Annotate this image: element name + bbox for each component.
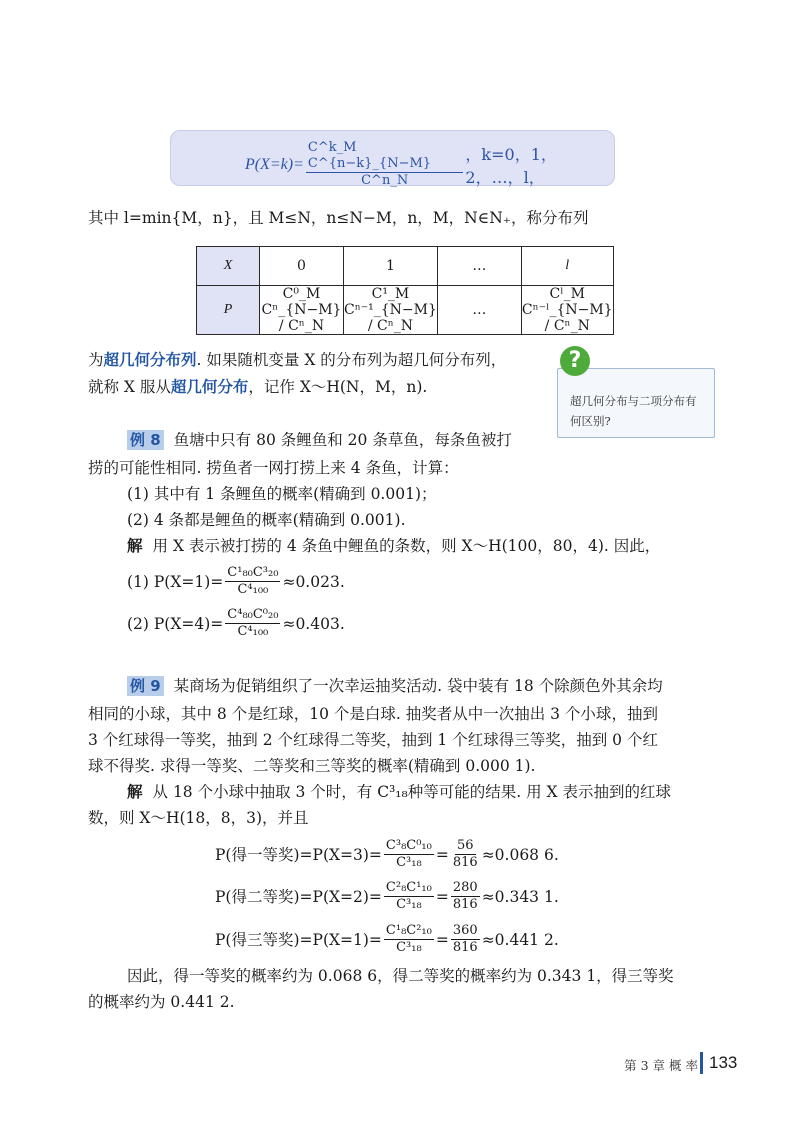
- equation-fraction-value: [451, 880, 480, 913]
- fraction-denominator: 816: [452, 855, 478, 870]
- equation-second-prize: P(得二等奖)=P(X=2)= $\frac{\text{C²₈C¹₁₀}}{\text{C³₁₈}}$ = $\frac{280}{816}$ ≈0.343 1.: [215, 880, 559, 912]
- side-note: [557, 368, 715, 438]
- table-cell: 0: [260, 247, 344, 286]
- fraction-numerator: 56: [457, 838, 474, 853]
- def-text: 就称 X 服从: [88, 378, 171, 396]
- equation-rhs: ≈0.068 6.: [481, 845, 559, 864]
- def-text: . 如果随机变量 X 的分布列为超几何分布列，: [196, 351, 507, 369]
- fraction-numerator: C¹₈C²₁₀: [385, 923, 432, 938]
- table-header-x: X: [197, 247, 260, 286]
- equation-fraction: [384, 838, 434, 871]
- answer-lhs: (1) P(X=1)=: [127, 572, 224, 591]
- example-9-solution: [127, 782, 671, 802]
- table-cell: C⁰_M Cⁿ_{N−M} / Cⁿ_N: [260, 286, 344, 335]
- definition-line-2: [88, 377, 427, 397]
- fraction-denominator: C³₁₈: [396, 940, 422, 955]
- def-text: 为: [88, 351, 104, 369]
- fraction-numerator: 360: [452, 923, 478, 938]
- note-text: 超几何分布与二项分布有何区别?: [570, 394, 697, 428]
- answer-fraction: [225, 607, 280, 640]
- table-row: [197, 286, 614, 335]
- table-row: [197, 247, 614, 286]
- example-9-line-2: 相同的小球，其中 8 个是红球，10 个是白球. 抽奖者从中一次抽出 3 个小球，抽到: [88, 705, 658, 723]
- formula-denominator: C^n_N: [361, 173, 409, 188]
- example-8-question-2: (2) 4 条都是鲤鱼的概率(精确到 0.001).: [127, 511, 406, 529]
- example-9-tag: 例 9: [127, 676, 164, 696]
- def-text: ，记作 X～H(N，M，n).: [248, 378, 428, 396]
- table-cell: 1: [344, 247, 438, 286]
- solution-label: 解: [127, 782, 143, 801]
- conclusion-line-2: 的概率约为 0.441 2.: [88, 993, 235, 1011]
- example-8-solution: [127, 536, 660, 556]
- table-cell: Cˡ_M Cⁿ⁻ˡ_{N−M} / Cⁿ_N: [521, 286, 613, 334]
- equation-fraction: [384, 880, 434, 913]
- keyword-hypergeometric-list: 超几何分布列: [103, 350, 197, 369]
- equation-fraction-value: [451, 838, 480, 871]
- question-icon: ?: [560, 346, 590, 376]
- equation-fraction: [384, 923, 434, 956]
- equation-rhs: ≈0.441 2.: [481, 930, 559, 949]
- table-header-p: P: [197, 286, 260, 335]
- equation-fraction-value: [451, 923, 480, 956]
- equation-first-prize: P(得一等奖)=P(X=3)= $\frac{\text{C³₈C⁰₁₀}}{\text{C³₁₈}}$ = $\frac{56}{816}$ ≈0.068 6.: [215, 838, 559, 870]
- equation-rhs: ≈0.343 1.: [481, 887, 559, 906]
- example-9-line-1: [127, 676, 663, 696]
- solution-label: 解: [127, 536, 143, 555]
- fraction-denominator: 816: [452, 897, 478, 912]
- example-text: 某商场为促销组织了一次幸运抽奖活动. 袋中装有 18 个除颜色外其余均: [173, 677, 663, 695]
- equation-lhs: P(得二等奖)=P(X=2)=: [215, 887, 382, 906]
- fraction-numerator: C⁴₈₀C⁰₂₀: [227, 607, 279, 622]
- answer-lhs: (2) P(X=4)=: [127, 614, 224, 633]
- example-8-line-1: [127, 430, 512, 450]
- fraction-numerator: C¹₈₀C³₂₀: [227, 565, 279, 580]
- answer-rhs: ≈0.403.: [282, 614, 345, 633]
- fraction-denominator: C⁴₁₀₀: [237, 582, 269, 597]
- fraction-denominator: C³₁₈: [396, 897, 422, 912]
- answer-fraction: [225, 565, 280, 598]
- distribution-table: [196, 246, 614, 335]
- solution-text: 用 X 表示被打捞的 4 条鱼中鲤鱼的条数，则 X～H(100，80，4). 因此，: [152, 537, 661, 555]
- answer-rhs: ≈0.023.: [282, 572, 345, 591]
- fraction-denominator: C³₁₈: [396, 855, 422, 870]
- equation-lhs: P(得一等奖)=P(X=3)=: [215, 845, 382, 864]
- table-cell: C¹_M Cⁿ⁻¹_{N−M} / Cⁿ_N: [344, 286, 437, 334]
- formula-lhs: P(X=k)=: [245, 155, 304, 173]
- equation-third-prize: P(得三等奖)=P(X=1)= $\frac{\text{C¹₈C²₁₀}}{\text{C³₁₈}}$ = $\frac{360}{816}$ ≈0.441 2.: [215, 923, 559, 955]
- fraction-denominator: 816: [452, 940, 478, 955]
- formula-numerator: C^k_M C^{n−k}_{N−M}: [306, 140, 464, 173]
- example-8-answer-2: [127, 607, 345, 640]
- example-9-line-4: 球不得奖. 求得一等奖、二等奖和三等奖的概率(精确到 0.000 1).: [88, 757, 536, 775]
- footer-divider: [700, 1052, 703, 1074]
- table-cell: l: [521, 247, 613, 286]
- definition-line-1: [88, 350, 506, 370]
- example-text: 鱼塘中只有 80 条鲤鱼和 20 条草鱼，每条鱼被打: [173, 431, 512, 449]
- solution-text: 从 18 个小球中抽取 3 个时，有 C³₁₈种等可能的结果. 用 X 表示抽到的红球: [152, 783, 671, 801]
- equation-lhs: P(得三等奖)=P(X=1)=: [215, 930, 382, 949]
- example-8-answer-1: [127, 565, 345, 598]
- fraction-numerator: C²₈C¹₁₀: [385, 880, 432, 895]
- formula-fraction: [306, 140, 464, 189]
- fraction-numerator: 280: [452, 880, 478, 895]
- keyword-hypergeometric: 超几何分布: [170, 377, 249, 396]
- example-9-line-3: 3 个红球得一等奖，抽到 2 个红球得二等奖，抽到 1 个红球得三等奖，抽到 0 个红: [88, 731, 658, 749]
- page-number: 133: [709, 1053, 738, 1072]
- hypergeometric-formula: [245, 140, 615, 189]
- example-8-tag: 例 8: [127, 430, 164, 450]
- fraction-denominator: C⁴₁₀₀: [237, 624, 269, 639]
- example-8-question-1: (1) 其中有 1 条鲤鱼的概率(精确到 0.001)；: [127, 485, 437, 503]
- chapter-label: 第 3 章 概 率: [624, 1058, 698, 1073]
- intro-line: 其中 l=min{M，n}，且 M≤N，n≤N−M，n，M，N∈N₊，称分布列: [88, 209, 589, 227]
- table-cell: …: [437, 286, 521, 335]
- formula-rhs: ，k=0，1，2，…，l，: [465, 144, 557, 187]
- example-9-solution-line-2: 数，则 X～H(18，8，3)，并且: [88, 809, 309, 827]
- table-cell: …: [437, 247, 521, 286]
- conclusion-line-1: 因此，得一等奖的概率约为 0.068 6，得二等奖的概率约为 0.343 1，得三等奖: [127, 967, 674, 985]
- fraction-numerator: C³₈C⁰₁₀: [385, 838, 432, 853]
- formula-box: [170, 130, 615, 186]
- example-8-line-2: 捞的可能性相同. 捞鱼者一网打捞上来 4 条鱼，计算：: [88, 459, 459, 477]
